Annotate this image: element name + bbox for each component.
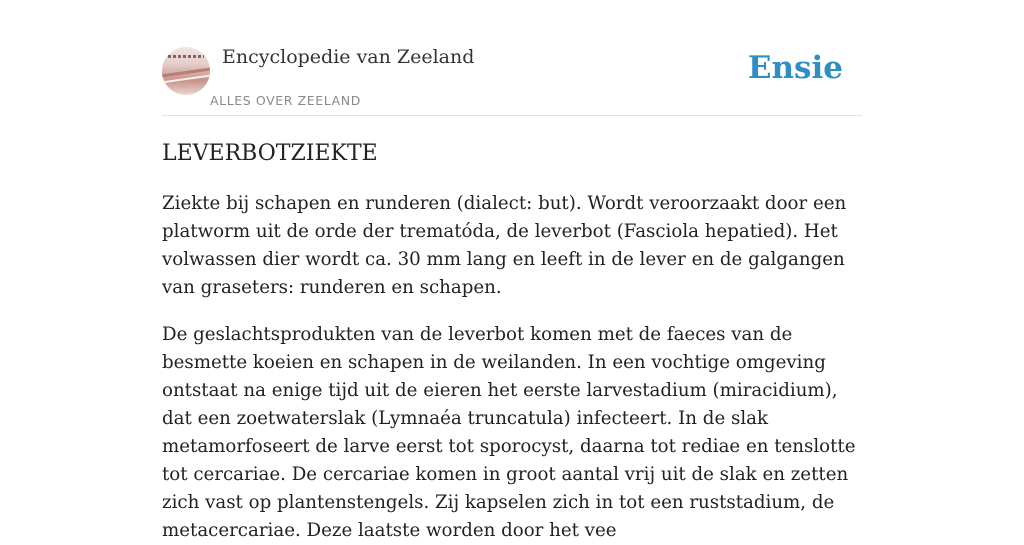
site-avatar[interactable]	[162, 47, 210, 95]
article-paragraph: Ziekte bij schapen en runderen (dialect: but). Wordt veroorzaakt door een platworm uit de orde der trematóda, de leverbot (Fasciola hepatied). Het volwassen dier wordt ca. 30 mm lang en leeft in de lever en de galgangen van graseters: runderen en schapen.	[162, 193, 847, 298]
article	[162, 141, 862, 545]
article-paragraph: De geslachtsprodukten van de leverbot komen met de faeces van de besmette koeien en schapen in de weilanden. In een vochtige omgeving ontstaat na enige tijd uit de eieren het eerste larvestadium (miracidium), dat een zoetwaterslak (Lymnaéa truncatula) infecteert. In de slak metamorfoseert de larve eerst tot sporocyst, daarna tot rediae en tenslotte tot cercariae. De cercariae komen in groot aantal vrij uit de slak en zetten zich vast op plantenstengels. Zij kapselen zich in tot een ruststadium, de metacercariae. Deze laatste worden door het vee	[162, 324, 856, 541]
ensie-logo[interactable]: Ensie	[747, 50, 843, 86]
site-tagline: ALLES OVER ZEELAND	[210, 93, 361, 108]
site-title-link[interactable]: Encyclopedie van Zeeland	[222, 46, 475, 68]
page-container	[162, 0, 862, 545]
site-header	[162, 0, 862, 116]
avatar-decoration	[168, 55, 204, 58]
article-title: LEVERBOTZIEKTE	[162, 141, 378, 166]
